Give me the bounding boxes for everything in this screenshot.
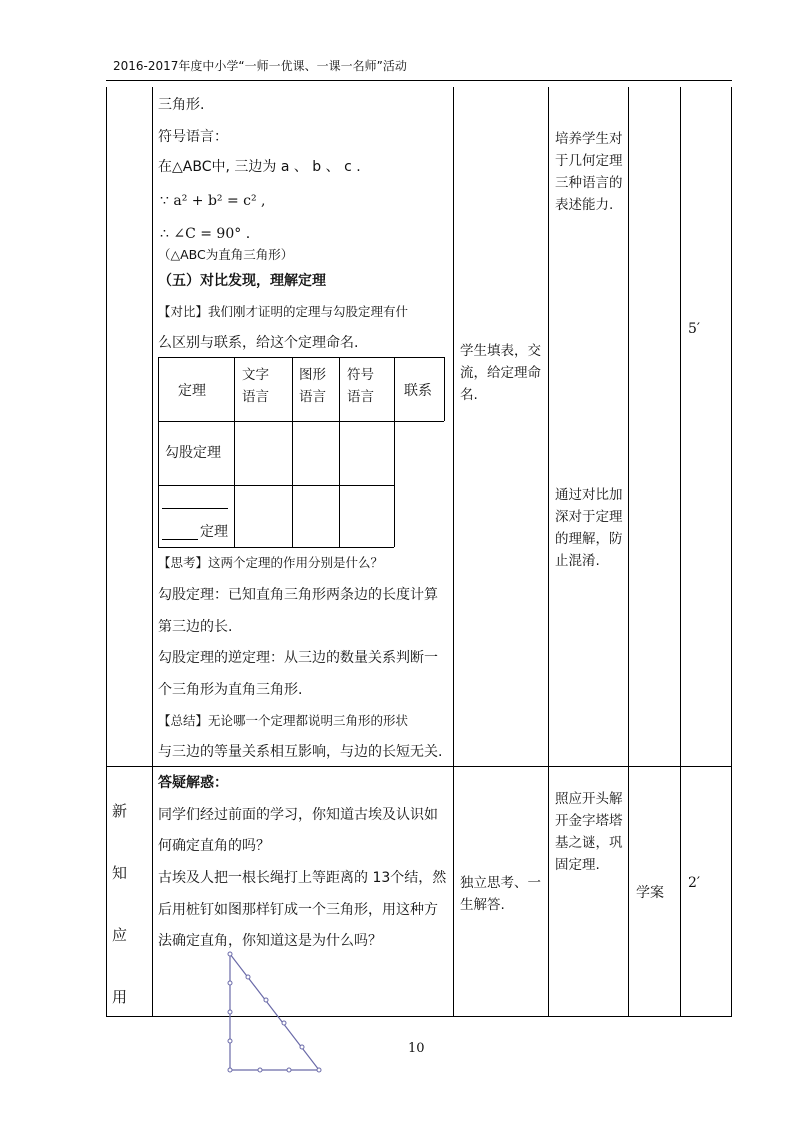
inner-table-border-left [158,357,159,547]
because-formula: ∵ a² + b² = c² , [160,193,266,209]
table-border-right [731,87,732,1016]
time-allocation: 2′ [688,875,701,891]
header-rule [106,80,732,81]
rope-knot [264,998,268,1002]
table-border-left [106,87,107,1016]
converse-text: 个三角形为直角三角形. [158,682,303,698]
knotted-rope-triangle-figure [222,948,326,1078]
rope-knot [282,1021,286,1025]
student-activity: 独立思考、一生解答. [460,875,541,913]
think-paragraph [158,554,383,572]
question-text: 法确定直角，你知道这是为什么吗？ [158,933,382,949]
inner-table-row-divider [158,485,394,486]
section-heading: （五）对比发现，理解定理 [158,273,326,289]
rope-knot [317,1068,321,1072]
inner-table-header: 符号语言 [347,367,374,405]
table-row-divider [106,766,732,767]
think-text: 这两个定理的作用分别是什么？ [208,555,384,570]
inner-table-header: 图形语言 [299,367,326,405]
inner-table-header: 文字语言 [242,367,269,405]
summary-paragraph [158,712,408,730]
rope-knot [246,975,250,979]
inner-table-col-divider [292,357,293,547]
stage-label-char: 知 [112,864,128,882]
inner-table-row-label: 定理 [200,524,228,540]
rope-knot [228,952,232,956]
inner-table-col-divider [234,357,235,547]
rope-knot [228,1039,232,1043]
compare-text: 我们刚才证明的定理与勾股定理有什 [208,304,409,319]
compare-text-line2: 么区别与联系，给这个定理命名. [158,335,359,351]
inner-table-border-right [444,357,445,421]
inner-table-border-top [158,357,444,358]
section-heading: 答疑解惑： [158,775,228,791]
rope-knot [258,1068,262,1072]
converse-text: 勾股定理的逆定理：从三边的数量关系判断一 [158,650,438,666]
triangle-outline [230,954,319,1070]
right-triangle-conclusion: （△ABC为直角三角形） [158,247,294,262]
stage-label-char: 新 [112,802,128,820]
rope-knot [228,1068,232,1072]
rope-knot [287,1068,291,1072]
rope-knot [300,1045,304,1049]
triangle-sides-statement: 在△ABC中, 三边为 a 、 b 、 c . [158,159,361,175]
design-intent: 通过对比加深对于定理的理解，防止混淆. [555,487,623,569]
table-col-divider [628,87,629,1016]
compare-paragraph [158,303,408,321]
symbol-language-label: 符号语言： [158,129,228,145]
inner-table-row-divider [158,421,444,422]
page-header: 2016-2017年度中小学“一师一优课、一课一名师”活动 [113,59,407,73]
inner-table-header: 联系 [404,383,432,399]
design-intent: 培养学生对于几何定理三种语言的表述能力. [555,131,623,213]
rope-knot [228,981,232,985]
question-text: 古埃及人把一根长绳打上等距离的 13个结，然 [158,870,447,886]
summary-tag: 【总结】 [158,713,209,728]
resource-label: 学案 [636,885,664,901]
table-col-divider [548,87,549,1016]
inner-table-col-divider [339,357,340,547]
stage-label-char: 用 [112,988,128,1006]
fill-in-blank [162,539,198,540]
compare-tag: 【对比】 [158,304,209,319]
table-col-divider [680,87,681,1016]
page-number: 10 [408,1041,425,1056]
table-col-divider [152,87,153,1016]
therefore-formula: ∴ ∠C = 90° . [160,226,251,242]
summary-text-line2: 与三边的等量关系相互影响，与边的长短无关. [158,744,443,760]
question-text: 后用桩钉如图那样钉成一个三角形，用这种方 [158,902,438,918]
think-tag: 【思考】 [158,555,209,570]
text-line: 三角形. [158,97,205,113]
inner-table-col-divider [394,357,395,547]
student-activity: 学生填表，交流，给定理命名. [460,343,541,403]
summary-text: 无论哪一个定理都说明三角形的形状 [208,713,409,728]
question-text: 同学们经过前面的学习，你知道古埃及认识如 [158,807,438,823]
fill-in-blank [162,508,228,509]
pythagoras-text: 勾股定理：已知直角三角形两条边的长度计算 [158,587,438,603]
stage-label-char: 应 [112,926,128,944]
design-intent: 照应开头解开金字塔塔基之谜，巩固定理. [555,791,623,873]
rope-knot [228,1010,232,1014]
question-text: 何确定直角的吗？ [158,838,270,854]
table-col-divider [453,87,454,1016]
inner-table-border-bottom [158,547,394,548]
table-border-bottom [106,1016,732,1017]
time-allocation: 5′ [688,321,701,337]
pythagoras-text: 第三边的长. [158,619,233,635]
inner-table-header: 定理 [178,383,206,399]
inner-table-row-label: 勾股定理 [165,445,221,461]
